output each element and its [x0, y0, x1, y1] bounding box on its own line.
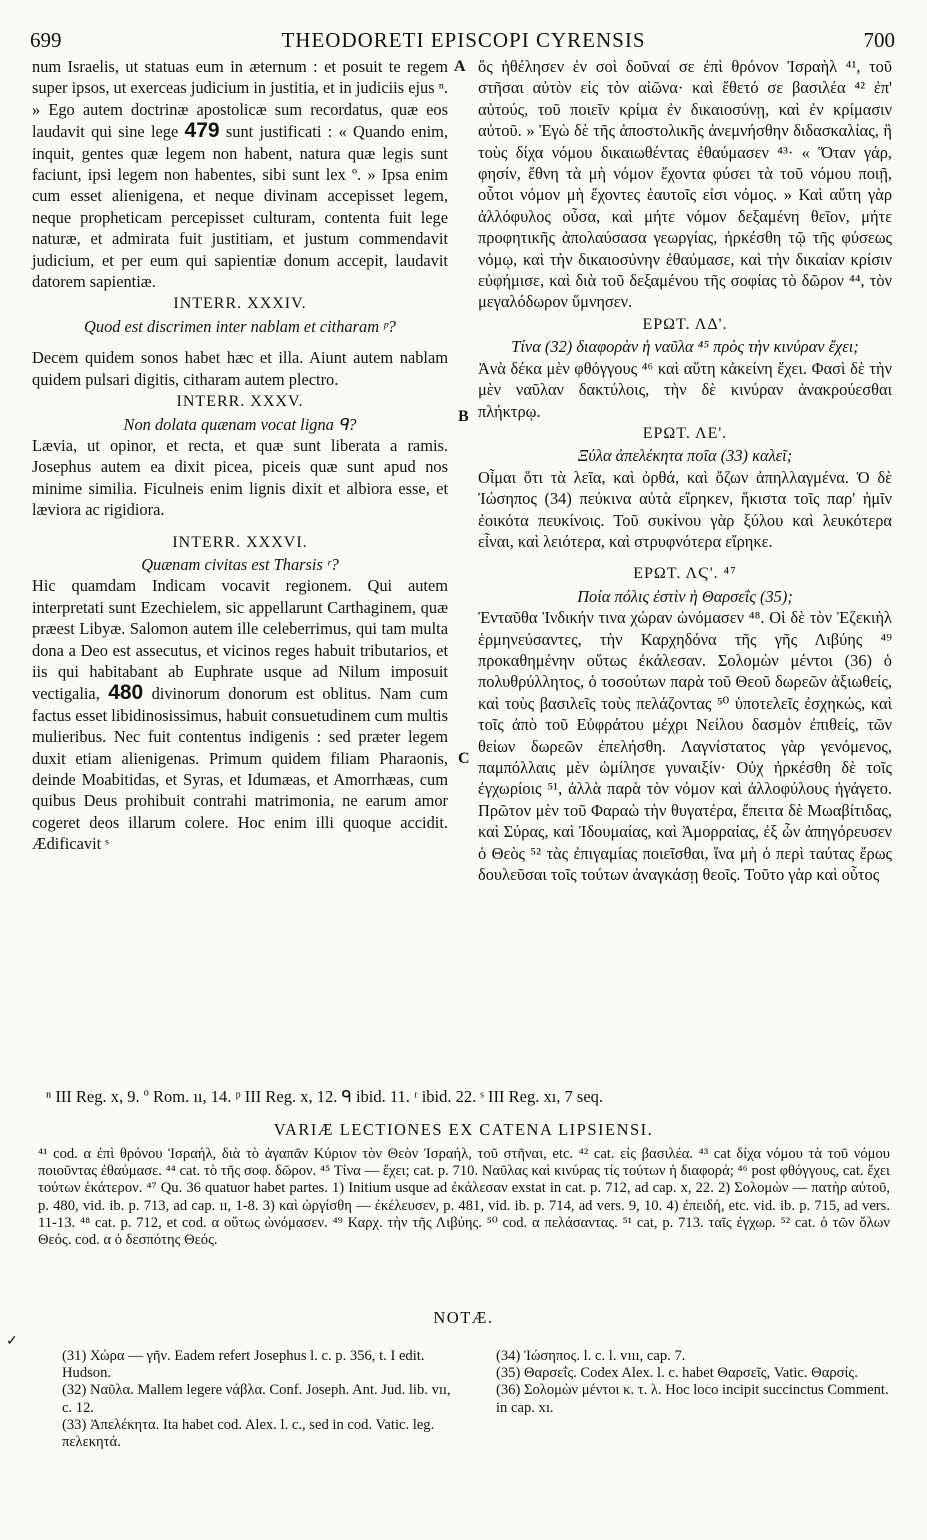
note: (33) Ἀπελέκητα. Ita habet cod. Alex. l. c., sed in cod. Vatic. leg. πελεκητά.: [62, 1416, 435, 1451]
section-heading: ΕΡΩΤ. ΛϚ'. ⁴⁷: [633, 565, 737, 583]
greek-paragraph: Οἶμαι ὅτι τὰ λεῖα, καὶ ὀρθά, καὶ ὄζων ἀπηλλαγμένα. Ὁ δὲ Ἰώσηπος (34) πεύκινα αὐτὰ εἴρηκεν, ἥκιστα τοῖς παρ' ἡμῖν ἐοικότα πευκίνοις. Τοῦ συκίνου γὰρ ξύλου καὶ λευκότερα εἶναι, καὶ λειότερα, καὶ στρυφνότερα εἴρηκε.: [478, 467, 892, 551]
column-number: 479: [184, 119, 220, 143]
section-question: Ποία πόλις ἐστὶν ἡ Θαρσεΐς (35);: [577, 586, 793, 606]
notes-left: [62, 1348, 462, 1451]
running-title: THEODORETI EPISCOPI CYRENSIS: [281, 28, 646, 52]
greek-column: [478, 56, 892, 885]
section-heading: ΕΡΩΤ. ΛΔ'.: [642, 315, 728, 333]
section-question: Ξύλα ἀπελέκητα ποῖα (33) καλεῖ;: [577, 446, 793, 466]
section-heading: INTERR. XXXVI.: [172, 533, 308, 551]
column-number: 480: [108, 681, 144, 705]
notes-right: [496, 1348, 896, 1417]
latin-paragraph: [32, 575, 448, 854]
margin-letter-c: C: [458, 750, 470, 767]
page-number-right: 700: [863, 28, 895, 52]
margin-check-mark: ✓: [6, 1334, 18, 1349]
note: (36) Σολομὼν μέντοι κ. τ. λ. Hoc loco incipit succinctus Comment. in cap. xı.: [496, 1382, 889, 1416]
latin-text: sunt justificati : « Quando enim, inquit, gentes quæ legem non habent, natura quæ legis sunt faciunt, ipsi legem non habentes, sibi sunt lex º. » Ipsa enim cum esset alienigena, et neque divinam accepisset legem, neque propheticam percepisset culturam, contenta fuit lege naturæ, et admirata fuit justitiam, et justum commendavit judicium, et per eum qui sapientiæ donum accepit, laudavit datorem sapientiæ.: [32, 122, 448, 292]
latin-paragraph: [32, 56, 448, 292]
note: (32) Ναῦλα. Mallem legere νάβλα. Conf. Joseph. Ant. Jud. lib. vıı, c. 12.: [62, 1382, 451, 1416]
note: (31) Χώρα — γῆν. Eadem refert Josephus l. c. p. 356, t. I edit. Hudson.: [62, 1348, 425, 1382]
running-header: [0, 28, 927, 54]
notae-title: NOTÆ.: [433, 1308, 494, 1327]
margin-letter-b: B: [458, 408, 469, 425]
greek-paragraph: ὅς ἠθέλησεν ἐν σοὶ δοῦναί σε ἐπὶ θρόνον Ἰσραὴλ ⁴¹, τοῦ στῆσαι αὐτὸν εἰς τὸν αἰῶνα· καὶ ἔθετό σε βασιλέα ⁴² ἐπ' αὐτούς, τοῦ ποιεῖν κρίμα ἐν δικαιοσύνῃ, καὶ ἐν κρίμασιν αὐτοῦ. » Ἐγὼ δὲ τῆς ἀποστολικῆς ἀνεμνήσθην διδασκαλίας, ἣ τοὺς δίχα νόμου δικαιωθέντας ἐθαύμασεν ⁴³· « Ὅταν γάρ, φησίν, ἔθνη τὰ μὴ νόμον ἔχοντα φύσει τὰ τοῦ νόμου ποιῇ, οὗτοι νόμον μὴ ἔχοντες ἑαυτοῖς εἰσι νόμος. » Καὶ αὕτη γὰρ ἀλλόφυλος οὖσα, καὶ μήτε νόμον δεξαμένη θεῖον, μήτε προφητικῆς ἀπολαύσασα γεωργίας, ἠρκέσθη τῷ τῆς φύσεως νόμῳ, καὶ τὴν δικαιοσύνην ἐθαύμασε, καὶ τὴν δικαίαν κρίσιν εὐφήμισε, καὶ διὰ τοῦ δεξαμένου τῆς σοφίας τὸ δῶρον ⁴⁴, τὸν μεγαλόδωρον ὕμνησεν.: [478, 57, 892, 312]
latin-paragraph: Decem quidem sonos habet hæc et illa. Aiunt autem nablam quidem pulsari digitis, citharam autem plectro.: [32, 348, 448, 389]
latin-text: divinorum donorum est oblitus. Nam cum factus esset libidinosissimus, habuit consuetudinem cum multis mulieribus. Nec fuit contentus indigenis : sed præter legem duxit etiam alienigenas. Primum quidem filiam Pharaonis, deinde Moabitidas, et Syras, et Idumæas, et Amorrhæas, cum quibus Deus prohibuit contrahi matrimonia, ne earum amor cogeret deos illarum colere. Hoc enim illi quoque accidit. Ædificavit ˢ: [32, 684, 448, 854]
latin-text: Hic quamdam Indicam vocavit regionem. Qui autem interpretati sunt Ezechielem, sic appellarunt Carthaginem, quæ præest Libyæ. Salomon autem ille celeberrimus, qui tam multa dona a Deo est assecutus, et vicinos reges habuit tributarios, et iis qui habitabant ab Euphrate usque ad Nilum imposuit vectigalia,: [32, 576, 448, 704]
variae-lectiones-text: ⁴¹ cod. α ἐπὶ θρόνου Ἰσραήλ, διὰ τὸ ἀγαπᾶν Κύριον τὸν Θεὸν Ἰσραήλ, τοῦ στῆναι, etc. ⁴² cat. εἰς βασιλέα. ⁴³ cat δίχα νόμου τὰ τοῦ νόμου ποιοῦντας ἐθαύμασε. ⁴⁴ cat. τὸ τῆς σοφ. δῶρον. ⁴⁵ Τίνα — ἔχει; cat. p. 710. Ναῦλας καὶ κινύρας τίς τούτων ἡ διαφορά; ⁴⁶ post φθόγγους, cat. ἔχει τούτων ἑκάτερον. ⁴⁷ Qu. 36 quatuor habet partes. 1) Initium usque ad ἐκάλεσαν exstat in cat. p. 712, ad cap. x, 22. 2) Σολομὼν — πατὴρ αὐτοῦ, p. 480, vid. ib. p. 713, ad cap. ıı, 1-8. 3) καὶ ὠργίσθη — ἐκέλευσεν, p. 481, vid. ib. p. 714, ad vers. 9, 10. 4) ἐπειδή, etc. vid. ib. p. 715, ad vers. 11-13. ⁴⁸ cat. p. 712, et cod. α οὕτως ὠνόμασεν. ⁴⁹ Καρχ. τὴν τῆς Λιβύης. ⁵⁰ cod. α πελάσαντας. ⁵¹ cat, p. 713. ταῖς ἐγχωρ. ⁵² cat. ὁ τῶν ὅλων Θεός. cod. α ὁ δεσπότης Θεός.: [38, 1146, 890, 1249]
latin-column: [32, 56, 448, 855]
section-heading: INTERR. XXXIV.: [173, 295, 307, 313]
section-question: Τίνα (32) διαφορὰν ἡ ναῦλα ⁴⁵ πρὸς τὴν κινύραν ἔχει;: [511, 337, 859, 357]
greek-paragraph: Ἐνταῦθα Ἰνδικήν τινα χώραν ὠνόμασεν ⁴⁸. Οἱ δὲ τὸν Ἐζεκιὴλ ἑρμηνεύσαντες, τὴν Καρχηδόνα τῆς γῆς Λιβύης ⁴⁹ προκαθημένην οὕτως ἐκάλεσαν. Σολομὼν μέντοι (36) ὁ πολυθρύλλητος, ὁ τοσούτων παρὰ τοῦ Θεοῦ δωρεῶν ἀξιωθείς, καὶ τοὺς βασιλεῖς τοὺς πελάζοντας ⁵⁰ ὑποτελεῖς ἐσχηκώς, καὶ τοῖς ἀπὸ τοῦ Εὐφράτου μέχρι Νείλου δασμὸν ἐπιθείς, τῶν θείων δωρεῶν ἐπελήσθη. Λαγνίστατος γὰρ γενόμενος, παμπόλλαις μὲν ὡμίλησε γυναιξίν· Οὐχ ἠρκέσθη δὲ τοῖς ἐγχωρίοις ⁵¹, ἀλλὰ παρὰ τὸν νόμον καὶ ἀλλοφύλους ἠγάγετο. Πρῶτον μὲν τοῦ Φαραὼ τὴν θυγατέρα, ἔπειτα δὲ Μωαβίτιδας, καὶ Σύρας, καὶ Ἰδουμαίας, καὶ Ἀμορραίας, ἐξ ὧν ἀπηγόρευσεν ὁ Θεὸς ⁵² τὰς ἐπιγαμίας ποιεῖσθαι, ἵνα μὴ ὁ περὶ ταύτας ἔρως δουλεῦσαι τοῖς τούτων ἀναγκάσῃ θεοῖς. Τοῦτο γὰρ καὶ οὗτος: [478, 608, 892, 885]
variae-lectiones-title: VARIÆ LECTIONES EX CATENA LIPSIENSI.: [273, 1120, 654, 1139]
latin-paragraph: Lævia, ut opinor, et recta, et quæ sunt liberata a ramis. Josephus autem ea dixit picea, piceis quæ sunt apud nos minime similia. Ficulneis enim lignis dixit et albiora esse, et læviora ac rigidiora.: [32, 435, 448, 520]
margin-letter-a: A: [454, 58, 466, 75]
note: (35) Θαρσεΐς. Codex Alex. l. c. habet Θαρσεῖς, Vatic. Θαρσίς.: [496, 1365, 858, 1382]
section-heading: ΕΡΩΤ. ΛΕ'.: [642, 424, 728, 442]
greek-paragraph: Ἀνὰ δέκα μὲν φθόγγους ⁴⁶ καὶ αὕτη κἀκείνη ἔχει. Φασὶ δὲ τὴν μὲν ναῦλαν δακτύλοις, τὴν δὲ κινύραν ἀνακρούεσθαι πλήκτρῳ.: [478, 358, 892, 421]
scripture-references: ⁿ III Reg. x, 9. º Rom. ıı, 14. ᵖ III Reg. x, 12. ᑫ ibid. 11. ʳ ibid. 22. ˢ III Reg. xı, 7 seq.: [46, 1087, 604, 1106]
page-number-left: 699: [30, 28, 62, 52]
section-question: Quod est discrimen inter nablam et citharam ᵖ?: [84, 316, 396, 336]
section-question: Non dolata quænam vocat ligna ᑫ?: [123, 414, 357, 434]
latin-text: num Israelis, ut statuas eum in æternum : et posuit te regem super ipsos, ut exerceas judicium in justitia, et in judiciis ejus ⁿ. » Ego autem doctrinæ apostolicæ sum recordatus, quæ eos laudavit qui sine lege: [32, 57, 448, 142]
note: (34) Ἰώσηπος. l. c. l. vııı, cap. 7.: [496, 1348, 686, 1364]
section-question: Quænam civitas est Tharsis ʳ?: [141, 554, 339, 574]
section-heading: INTERR. XXXV.: [176, 393, 304, 411]
